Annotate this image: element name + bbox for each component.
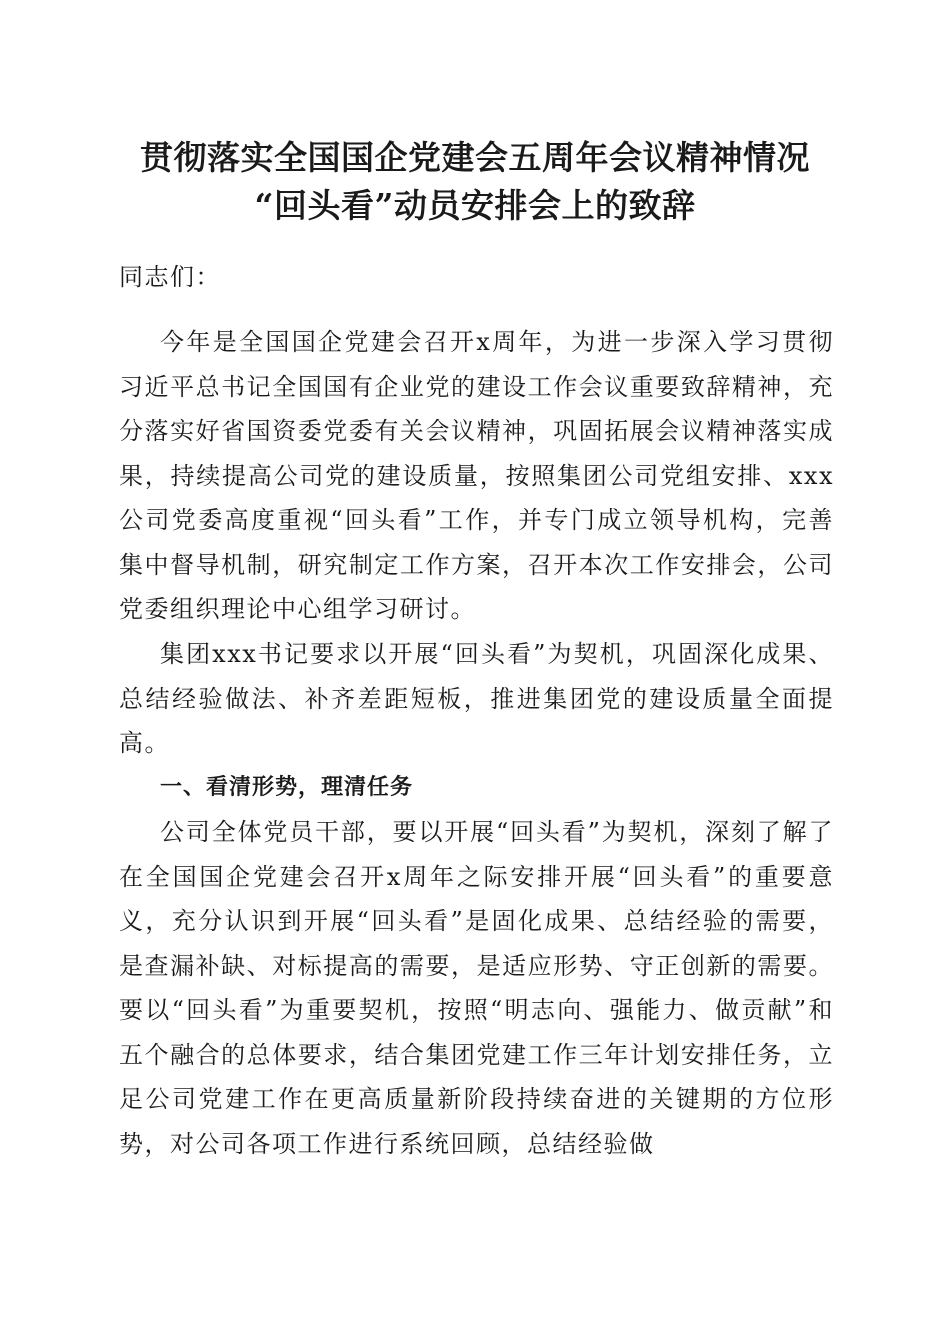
salutation: 同志们：: [119, 263, 221, 291]
paragraph-intro: 今年是全国国企党建会召开x周年，为进一步深入学习贯彻习近平总书记全国国有企业党的建设工作会议重要致辞精神，充分落实好省国资委党委有关会议精神，巩固拓展会议精神落实成果，持续提高公司党的建设质量，按照集团公司党组安排、xxx公司党委高度重视“回头看”工作，并专门成立领导机构，完善集中督导机制，研究制定工作方案，召开本次工作安排会，公司党委组织理论中心组学习研讨。: [119, 328, 834, 623]
section-1-paragraph: 公司全体党员干部，要以开展“回头看”为契机，深刻了解了在全国国企党建会召开x周年之际安排开展“回头看”的重要意义，充分认识到开展“回头看”是固化成果、总结经验的需要，是查漏补缺、对标提高的需要，是适应形势、守正创新的需要。要以“回头看”为重要契机，按照“明志向、强能力、做贡献”和五个融合的总体要求，结合集团党建工作三年计划安排任务，立足公司党建工作在更高质量新阶段持续奋进的关键期的方位形势，对公司各项工作进行系统回顾，总结经验做: [119, 818, 834, 1158]
document-title-line2: “回头看”动员安排会上的致辞: [254, 186, 696, 225]
section-heading-1: 一、看清形势，理清任务: [160, 775, 414, 800]
document-title-line1: 贯彻落实全国国企党建会五周年会议精神情况: [140, 138, 810, 177]
paragraph-group-requirement: 集团xxx书记要求以开展“回头看”为契机，巩固深化成果、总结经验做法、补齐差距短板，推进集团党的建设质量全面提高。: [119, 640, 834, 757]
